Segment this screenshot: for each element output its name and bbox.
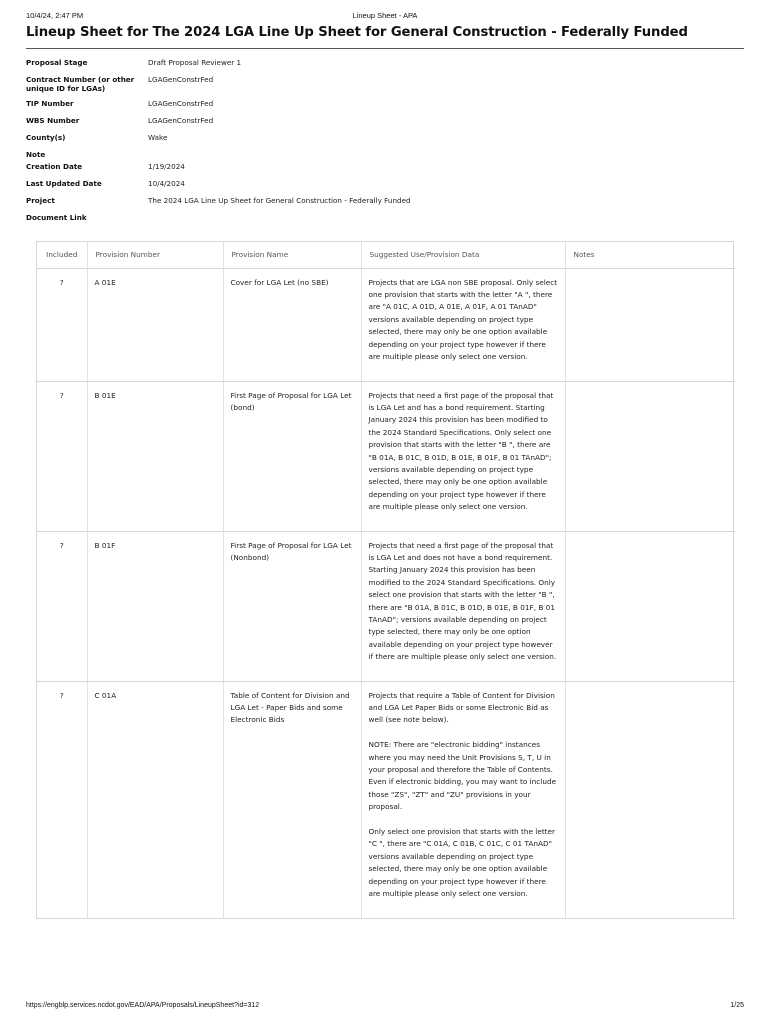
included-cell[interactable]: ? <box>37 381 87 531</box>
table-row <box>37 381 735 531</box>
included-cell[interactable]: ? <box>37 681 87 918</box>
notes-cell <box>565 268 735 381</box>
print-footer <box>26 1002 744 1014</box>
provision-number-cell: C 01A <box>87 681 223 918</box>
detail-value: LGAGenConstrFed <box>148 99 214 108</box>
notes-cell <box>565 531 735 681</box>
suggested-use-text: Projects that are LGA non SBE proposal. Only select one provision that starts with the letter "A ", there are "A 01C, A 01D, A 01E, A 01F, A 01 TAnAD" versions available depending on project type selected, there may only be one option available depending on your project type however if there are multiple please only select one version. <box>368 277 558 361</box>
detail-label: Creation Date <box>26 162 83 171</box>
provision-name-cell: First Page of Proposal for LGA Let (bond) <box>223 381 361 531</box>
suggested-use-cell <box>361 531 565 681</box>
column-header-suggested-use: Suggested Use/Provision Data <box>361 242 565 268</box>
column-header-notes: Notes <box>565 242 735 268</box>
title-divider <box>26 48 744 49</box>
column-header-provision-number: Provision Number <box>87 242 223 268</box>
suggested-use-cell <box>361 268 565 381</box>
provision-name-cell: Table of Content for Division and LGA Let - Paper Bids and some Electronic Bids <box>223 681 361 918</box>
page-number: 1/25 <box>730 1002 744 1009</box>
detail-value: Wake <box>148 133 168 142</box>
table-row <box>37 531 735 681</box>
notes-cell <box>565 681 735 918</box>
provision-number-cell: B 01F <box>87 531 223 681</box>
suggested-use-text: Projects that need a first page of the proposal that is LGA Let and does not have a bond requirement. Starting January 2024 this provision has been modified to the 2024 Standard Specifications. Only select one provision that starts with the letter "B ", there are "B 01A, B 01C, B 01D, B 01E, B 01F, B 01 TAnAD"; versions available depending on project type selected, there may only be one option available depending on your project type however if there are multiple please only select one version. <box>368 540 557 662</box>
column-header-provision-name: Provision Name <box>223 242 361 268</box>
provision-name-cell: First Page of Proposal for LGA Let (Nonbond) <box>223 531 361 681</box>
detail-label: Note <box>26 150 46 159</box>
detail-label: County(s) <box>26 133 66 142</box>
provision-name-cell: Cover for LGA Let (no SBE) <box>223 268 361 381</box>
detail-label: Proposal Stage <box>26 58 88 67</box>
suggested-use-text: Only select one provision that starts with the letter "C ", there are "C 01A, C 01B, C 01C, C 01 TAnAD" versions available depending on project type selected, there may only be one option available depending on your project type however if there are multiple please only select one version. <box>368 826 556 898</box>
included-cell[interactable]: ? <box>37 531 87 681</box>
detail-value: Draft Proposal Reviewer 1 <box>148 58 242 67</box>
provisions-table <box>36 241 734 919</box>
print-page-title: Lineup Sheet - APA <box>352 11 418 20</box>
table-header-row <box>37 242 735 268</box>
detail-value: LGAGenConstrFed <box>148 116 214 125</box>
detail-label: Contract Number (or other unique ID for LGAs) <box>26 75 135 93</box>
page-url: https://engblp.services.ncdot.gov/EAD/APA/Proposals/LineupSheet?id=312 <box>26 1002 260 1009</box>
detail-value: 1/19/2024 <box>148 162 185 171</box>
detail-label: TIP Number <box>26 99 74 108</box>
suggested-use-cell <box>361 681 565 918</box>
table-row <box>37 268 735 381</box>
suggested-use-text: Projects that require a Table of Content for Division and LGA Let Paper Bids or some Electronic Bid as well (see note below). <box>368 690 555 725</box>
notes-cell <box>565 381 735 531</box>
print-timestamp: 10/4/24, 2:47 PM <box>26 11 84 20</box>
detail-value: LGAGenConstrFed <box>148 75 214 84</box>
provision-number-cell: B 01E <box>87 381 223 531</box>
suggested-use-cell <box>361 381 565 531</box>
included-cell[interactable]: ? <box>37 268 87 381</box>
suggested-use-text: Projects that need a first page of the proposal that is LGA Let and has a bond requirement. Starting January 2024 this provision has been modified to the 2024 Standard Specifications. Only select one provision that starts with the letter "B ", there are "B 01A, B 01C, B 01D, B 01E, B 01F, B 01 TAnAD"; versions available depending on project type selected, there may only be one option available depending on your project type however if there are multiple please only select one version. <box>368 390 554 512</box>
detail-label: Document Link <box>26 213 87 222</box>
detail-label: Last Updated Date <box>26 179 102 188</box>
column-header-included: Included <box>37 242 87 268</box>
provision-number-cell: A 01E <box>87 268 223 381</box>
page-title: Lineup Sheet for The 2024 LGA Line Up Sheet for General Construction - Federally Funded <box>26 25 688 40</box>
detail-label: Project <box>26 196 55 205</box>
suggested-use-note: NOTE: There are "electronic bidding" instances where you may need the Unit Provisions S, T, U in your proposal and therefore the Table of Contents. Even if electronic bidding, you may want to include those "ZS", "ZT" and "ZU" provisions in your proposal. <box>368 740 557 812</box>
table-row <box>37 681 735 918</box>
detail-value: The 2024 LGA Line Up Sheet for General Construction - Federally Funded <box>148 196 411 205</box>
detail-label: WBS Number <box>26 116 80 125</box>
print-header <box>26 11 744 23</box>
detail-value: 10/4/2024 <box>148 179 185 188</box>
